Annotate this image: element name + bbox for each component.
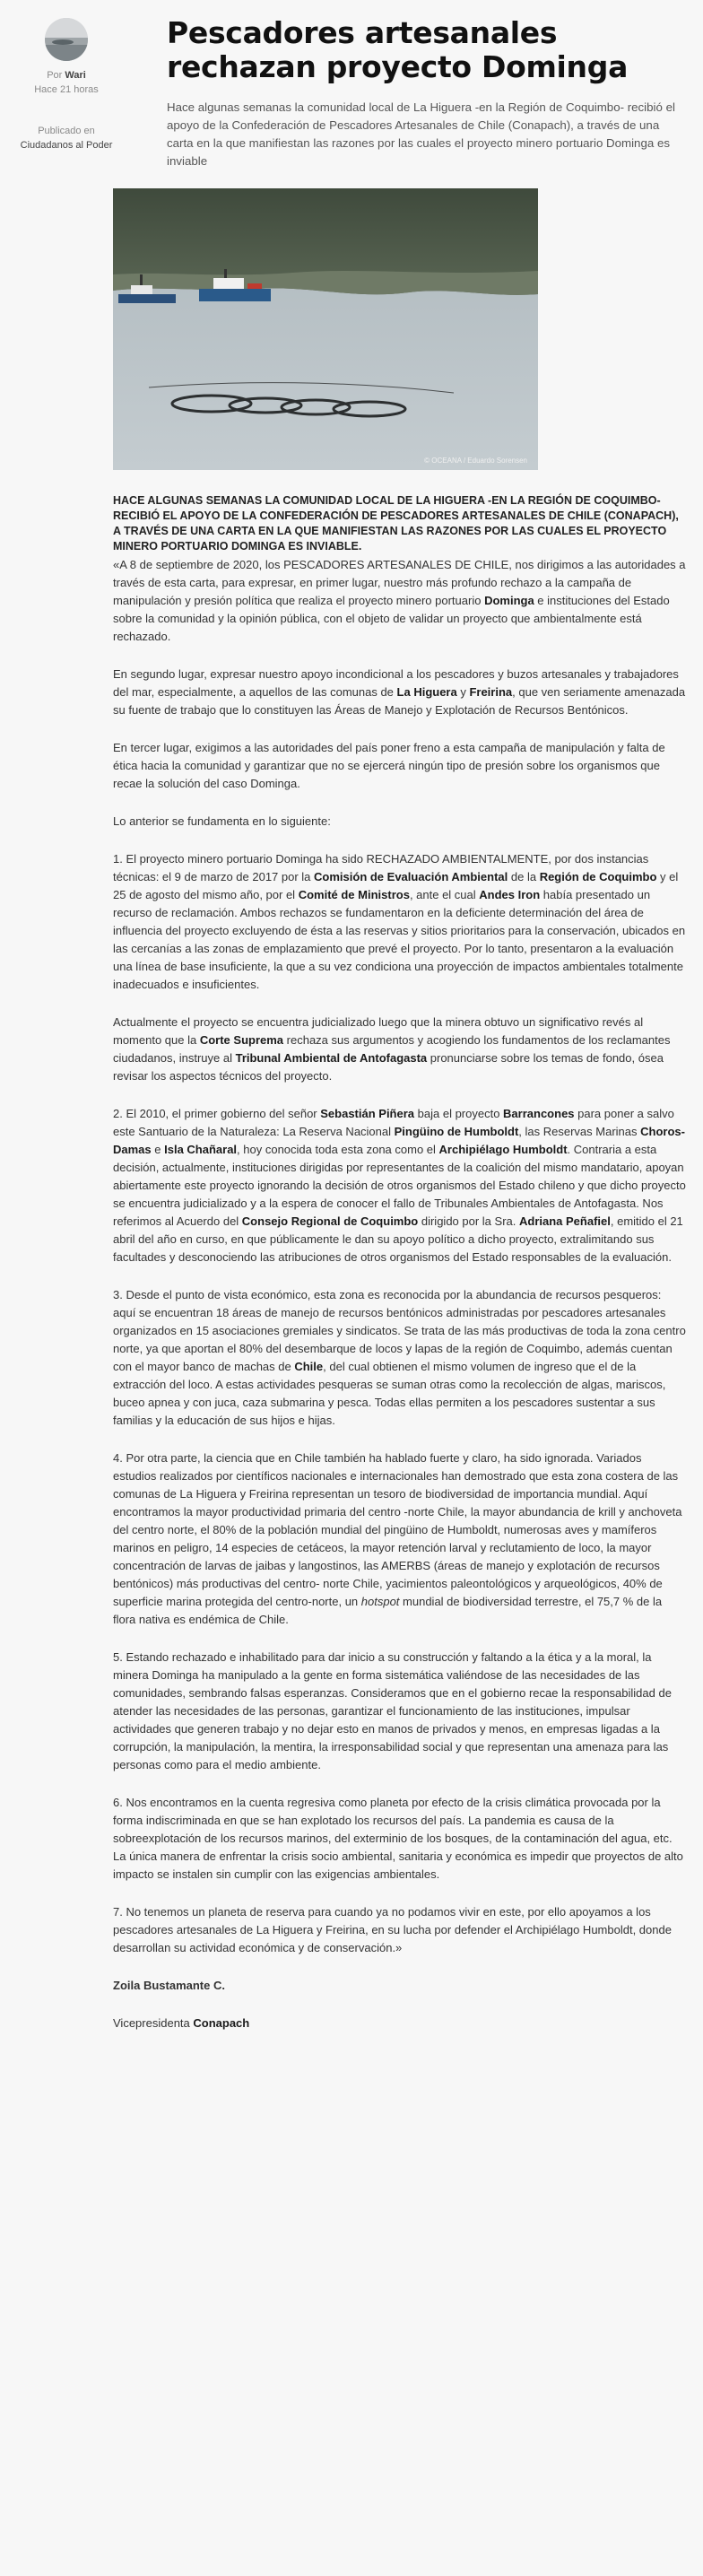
avatar-image	[45, 18, 88, 61]
author-avatar[interactable]	[45, 18, 88, 61]
paragraph: «A 8 de septiembre de 2020, los PESCADORES ARTESANALES DE CHILE, nos dirigimos a las autoridades a través de esta carta, para expresar, en primer lugar, nuestro más profundo rechazo a la campaña de manipulación y presión política que realiza el proyecto minero portuario Dominga e instituciones del Estado sobre la comunidad y la opinión pública, con el objeto de validar un proyecto que ambientalmente está rechazado.	[113, 558, 686, 643]
photo-credit: © OCEANA / Eduardo Sorensen	[424, 457, 527, 465]
paragraph: 7. No tenemos un planeta de reserva para cuando ya no podamos vivir en este, por ello apoyamos a los pescadores artesanales de La Higuera y Freirina, en su lucha por defender el Archipiélago Humboldt, donde desarrollan su actividad económica y de conservación.»	[113, 1905, 672, 1954]
paragraph: 1. El proyecto minero portuario Dominga ha sido RECHAZADO AMBIENTALMENTE, por dos instancias técnicas: el 9 de marzo de 2017 por la Comisión de Evaluación Ambiental de la Región de Coquimbo y el 25 de agosto del mismo año, por el Comité de Ministros, ante el cual Andes Iron había presentado un recurso de reclamación. Ambos rechazos se fundamentaron en la deficiente determinación del área de influencia del proyecto excluyendo de ésta a las reservas y sitios prioritarios para la conservación, ubicados en las cercanías a las zonas de emplazamiento que prevé el proyecto. Por lo tanto, presentaron a la evaluación una línea de base insuficiente, la que a su vez condiciona una proyección de impactos ambientales totalmente inadecuados e insuficientes.	[113, 852, 686, 991]
article-photo	[113, 188, 538, 470]
author-name[interactable]: Wari	[65, 70, 86, 81]
paragraph: 3. Desde el punto de vista económico, esta zona es reconocida por la abundancia de recursos pesqueros: aquí se encuentran 18 áreas de manejo de recursos bentónicos administradas por pescadores artesanales organizados en 15 asociaciones gremiales y sindicatos. Se trata de las más productivas de toda la zona centro norte, ya que aportan el 80% del desembarque de locos y lapas de la región de Coquimbo, además cuentan con el mayor banco de machas de Chile, del cual obtienen el mismo volumen de ingreso que el de la extracción del loco. A estas actividades pesqueras se suman otras como la recolección de algas, mariscos, buceo apnea y con juca, caza submarina y pesca. Todas ellas permiten a los pescadores sustentar a sus familias y la educación de sus hijos e hijas.	[113, 1288, 686, 1427]
paragraph: 2. El 2010, el primer gobierno del señor Sebastián Piñera baja el proyecto Barrancones para poner a salvo este Santuario de la Naturaleza: La Reserva Nacional Pingüino de Humboldt, las Reservas Marinas Choros-Damas e Isla Chañaral, hoy conocida toda esta zona como el Archipiélago Humboldt. Contraria a esta decisión, actualmente, instituciones dirigidas por representantes de la coalición del mismo mandatario, apoyan abiertamente este proyecto ignorando la decisión de otros organismos del Estado chileno y que dicho proyecto se encuentra judicializado y a la espera de conocer el fallo de Tribunales Ambientales de Antofagasta. Nos referimos al Acuerdo del Consejo Regional de Coquimbo dirigido por la Sra. Adriana Peñafiel, emitido el 21 abril del año en curso, en que públicamente le dan su apoyo político a dicho proyecto, extralimitando sus facultades y desconociendo las atribuciones de otros organismos del Estado responsables de la evaluación.	[113, 1107, 686, 1264]
signature-name: Zoila Bustamante C.	[113, 1979, 225, 1992]
article-title: Pescadores artesanales rechazan proyecto Dominga	[167, 15, 629, 84]
article	[113, 16, 687, 2052]
article-body	[113, 493, 687, 2032]
paragraph: 4. Por otra parte, la ciencia que en Chile también ha hablado fuerte y claro, ha sido ignorada. Variados estudios realizados por científicos nacionales e internacionales han demostrado que esta zona costera de las comunas de La Higuera y Freirina representan un tesoro de biodiversidad de importancia mundial. Aquí encontramos la mayor productividad primaria del centro -norte Chile, la mayor abundancia de krill y anchoveta del centro norte, el 80% de la población mundial del pingüino de Humboldt, numerosas aves y mamíferos marinos en peligro, 14 especies de cetáceos, la mayor retención larval y reclutamiento de loco, la mayor concentración de larvas de jaibas y langostinos, las AMERBS (áreas de manejo y explotación de recursos bentónicos) más productivas del centro- norte Chile, yacimientos paleontológicos y arqueológicos, 40% de superficie marina protegida del centro-norte, un hotspot mundial de biodiversidad terrestre, el 75,7 % de la flora nativa es endémica de Chile.	[113, 1451, 682, 1626]
paragraph: Actualmente el proyecto se encuentra judicializado luego que la minera obtuvo un significativo revés al momento que la Corte Suprema rechaza sus argumentos y acogiendo los fundamentos de los reclamantes ciudadanos, instruye al Tribunal Ambiental de Antofagasta pronunciarse sobre los temas de fondo, ósea revisar los aspectos técnicos del proyecto.	[113, 1015, 671, 1083]
paragraph: 5. Estando rechazado e inhabilitado para dar inicio a su construcción y faltando a la ética y a la moral, la minera Dominga ha manipulado a la gente en forma sistemática valiéndose de las necesidades de las comunidades, sembrando falsas esperanzas. Consideramos que en el gobierno recae la responsabilidad de atender las necesidades de las personas, garantizar el funcionamiento de las instituciones, impulsar actividades que generen trabajo y no dejar esto en manos de privados y menos, en empresas ligadas a la corrupción, la manipulación, la mentira, la irresponsabilidad social y que representan una amenaza para las personas como para el medio ambiente.	[113, 1650, 672, 1771]
blog-link[interactable]: Ciudadanos al Poder	[20, 140, 113, 151]
paragraph: En segundo lugar, expresar nuestro apoyo incondicional a los pescadores y buzos artesanales y trabajadores del mar, especialmente, a aquellos de las comunas de La Higuera y Freirina, que ven seriamente amenazada su fuente de trabajo que lo constituyen las Áreas de Manejo y Explotación de Recursos Bentónicos.	[113, 667, 686, 717]
signature-role	[113, 2015, 687, 2032]
paragraph: En tercer lugar, exigimos a las autoridades del país poner freno a esta campaña de manipulación y falta de ética hacia la comunidad y garantizar que no se ejercerá ningún tipo de presión sobre los organismos que recae la solución del caso Dominga.	[113, 741, 665, 790]
paragraph: Lo anterior se fundamenta en lo siguiente:	[113, 814, 331, 828]
article-intro: HACE ALGUNAS SEMANAS LA COMUNIDAD LOCAL DE LA HIGUERA -EN LA REGIÓN DE COQUIMBO- RECIBIÓ EL APOYO DE LA CONFEDERACIÓN DE PESCADORES ARTESANALES DE CHILE (CONAPACH), A TRAVÉS DE UNA CARTA EN LA QUE MANIFIESTAN LAS RAZONES POR LAS CUALES EL PROYECTO MINERO PORTUARIO DOMINGA ES INVIABLE.	[113, 494, 679, 553]
published-in-label: Publicado en	[38, 126, 95, 136]
article-lead: Hace algunas semanas la comunidad local de La Higuera -en la Región de Coquimbo- recibió el apoyo de la Confederación de Pescadores Artesanales de Chile (Conapach), a través de una carta en la que manifiestan las razones por las cuales el proyecto minero portuario Dominga es inviable	[167, 100, 675, 168]
paragraph: 6. Nos encontramos en la cuenta regresiva como planeta por efecto de la crisis climática provocada por la forma indiscriminada en que se han explotado los recursos del país. La pandemia es causa de la sobreexplotación de los recursos marinos, del exterminio de los bosques, de la contaminación del agua, etc. La única manera de enfrentar la crisis socio ambiental, sanitaria y económica es impedir que proyectos de alto impacto se instalen sin cumplir con las exigencias ambientales.	[113, 1796, 683, 1881]
signature-org: Conapach	[193, 2016, 250, 2030]
signature-role-prefix: Vicepresidenta	[113, 2016, 190, 2030]
author-prefix: Por	[47, 70, 63, 81]
post-time: Hace 21 horas	[34, 84, 99, 95]
